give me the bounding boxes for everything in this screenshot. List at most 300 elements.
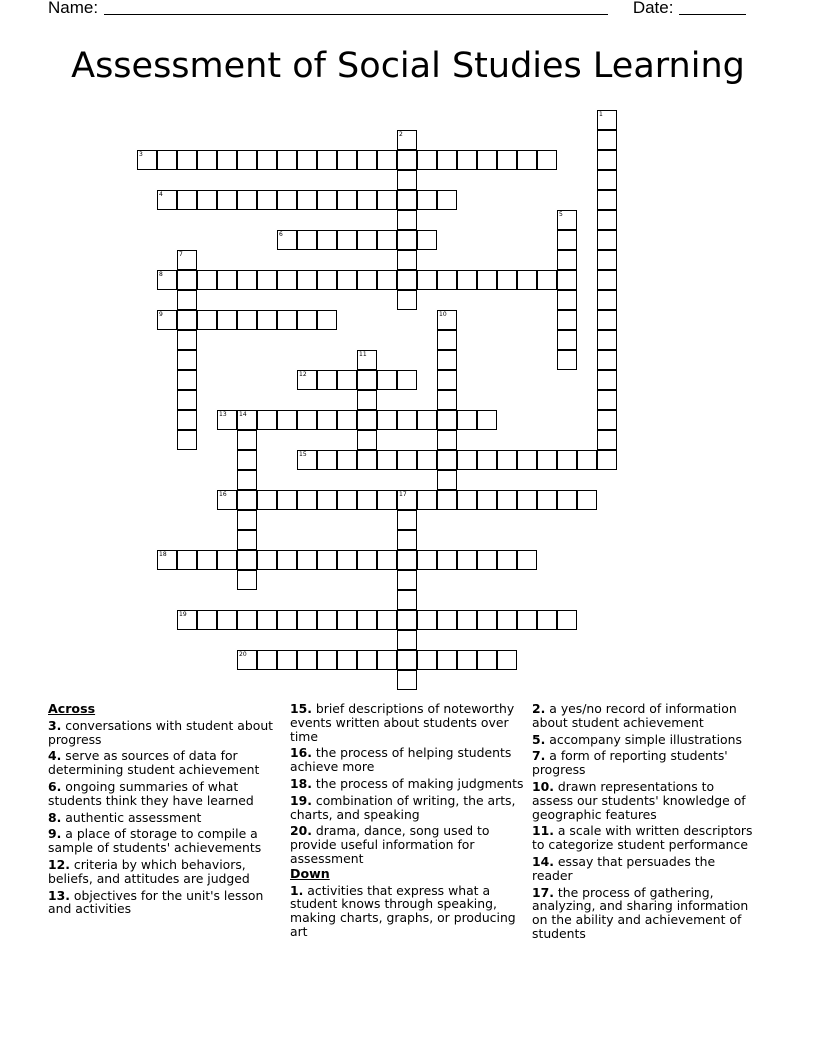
grid-cell[interactable]	[597, 130, 617, 150]
clue-number-label: 10	[439, 311, 447, 318]
grid-cell[interactable]	[397, 510, 417, 530]
grid-cell[interactable]	[437, 430, 457, 450]
grid-cell[interactable]	[597, 250, 617, 270]
grid-cell[interactable]	[357, 650, 377, 670]
grid-cell[interactable]	[397, 370, 417, 390]
grid-cell[interactable]	[237, 470, 257, 490]
grid-cell[interactable]	[497, 490, 517, 510]
grid-cell[interactable]	[357, 190, 377, 210]
grid-cell[interactable]	[397, 550, 417, 570]
grid-cell[interactable]	[497, 610, 517, 630]
grid-cell[interactable]	[557, 490, 577, 510]
clue-number-label: 12	[299, 371, 307, 378]
clue-text: authentic assessment	[61, 809, 202, 825]
grid-cell[interactable]	[357, 490, 377, 510]
grid-cell[interactable]	[317, 610, 337, 630]
clue-number-label: 17	[399, 491, 407, 498]
grid-cell[interactable]	[317, 450, 337, 470]
grid-cell[interactable]	[237, 310, 257, 330]
clue-text: the process of helping students achieve more	[290, 745, 512, 775]
grid-cell[interactable]	[237, 450, 257, 470]
grid-cell[interactable]	[437, 330, 457, 350]
grid-cell[interactable]	[457, 150, 477, 170]
grid-cell[interactable]	[197, 150, 217, 170]
grid-cell[interactable]	[477, 270, 497, 290]
grid-cell[interactable]	[437, 370, 457, 390]
grid-cell[interactable]	[297, 190, 317, 210]
grid-cell[interactable]	[597, 230, 617, 250]
grid-cell[interactable]	[337, 650, 357, 670]
grid-cell[interactable]	[397, 630, 417, 650]
clue-text: conversations with student about progress	[48, 717, 274, 747]
grid-cell[interactable]	[357, 610, 377, 630]
clue-number: 18.	[290, 775, 312, 791]
grid-cell[interactable]	[597, 150, 617, 170]
clue-text: activities that express what a student knows through speaking, making charts, graphs, or producing art	[290, 882, 516, 939]
grid-cell[interactable]	[297, 650, 317, 670]
across-heading: Across	[48, 701, 96, 716]
clue-text: drawn representations to assess our students' knowledge of geographic features	[532, 778, 746, 822]
grid-cell[interactable]	[417, 150, 437, 170]
clue-number-label: 15	[299, 451, 307, 458]
grid-cell[interactable]	[437, 350, 457, 370]
grid-cell[interactable]	[177, 410, 197, 430]
grid-cell[interactable]	[557, 310, 577, 330]
clue-item	[532, 886, 758, 941]
clue-number: 8.	[48, 809, 62, 825]
grid-cell[interactable]	[357, 230, 377, 250]
grid-cell[interactable]	[557, 610, 577, 630]
grid-cell[interactable]	[337, 490, 357, 510]
grid-cell[interactable]	[257, 650, 277, 670]
grid-cell[interactable]	[517, 270, 537, 290]
grid-cell[interactable]	[497, 150, 517, 170]
grid-cell[interactable]	[517, 610, 537, 630]
clue-item	[532, 702, 758, 730]
clue-item	[290, 884, 526, 939]
grid-cell[interactable]	[397, 670, 417, 690]
grid-cell[interactable]	[477, 650, 497, 670]
grid-cell[interactable]	[417, 230, 437, 250]
grid-cell[interactable]	[457, 410, 477, 430]
clue-number: 6.	[48, 778, 62, 794]
grid-cell[interactable]	[297, 230, 317, 250]
clue-number-label: 20	[239, 651, 247, 658]
grid-cell[interactable]	[457, 650, 477, 670]
grid-cell[interactable]	[597, 290, 617, 310]
grid-cell[interactable]	[177, 270, 197, 290]
grid-cell[interactable]	[597, 270, 617, 290]
clue-item	[532, 780, 758, 821]
grid-cell[interactable]	[597, 190, 617, 210]
grid-cell[interactable]	[397, 610, 417, 630]
grid-cell[interactable]	[597, 430, 617, 450]
grid-cell[interactable]	[397, 210, 417, 230]
grid-cell[interactable]	[577, 450, 597, 470]
grid-cell[interactable]	[377, 550, 397, 570]
grid-cell[interactable]	[177, 310, 197, 330]
grid-cell[interactable]	[277, 270, 297, 290]
grid-cell[interactable]	[437, 410, 457, 430]
grid-cell[interactable]	[477, 450, 497, 470]
grid-cell[interactable]	[337, 450, 357, 470]
clue-text: a place of storage to compile a sample of students' achievements	[48, 826, 262, 856]
grid-cell[interactable]	[237, 570, 257, 590]
grid-cell[interactable]	[397, 590, 417, 610]
grid-cell[interactable]	[417, 610, 437, 630]
grid-cell[interactable]	[357, 270, 377, 290]
grid-cell[interactable]	[437, 450, 457, 470]
grid-cell[interactable]	[597, 170, 617, 190]
grid-cell[interactable]	[377, 370, 397, 390]
grid-cell[interactable]	[277, 490, 297, 510]
clue-item	[48, 780, 276, 808]
grid-cell[interactable]	[337, 190, 357, 210]
grid-cell[interactable]	[197, 550, 217, 570]
grid-cell[interactable]	[197, 190, 217, 210]
grid-cell[interactable]	[197, 270, 217, 290]
clue-number: 10.	[532, 778, 554, 794]
grid-cell[interactable]	[417, 650, 437, 670]
clue-item	[532, 749, 758, 777]
grid-cell[interactable]	[557, 350, 577, 370]
grid-cell[interactable]	[257, 270, 277, 290]
grid-cell[interactable]	[377, 190, 397, 210]
grid-cell[interactable]	[317, 270, 337, 290]
grid-cell[interactable]	[397, 190, 417, 210]
grid-cell[interactable]	[277, 410, 297, 430]
clue-number-label: 1	[599, 111, 603, 118]
clue-item	[290, 746, 526, 774]
grid-cell[interactable]	[197, 610, 217, 630]
clue-item	[290, 702, 526, 743]
clue-number: 16.	[290, 745, 312, 761]
grid-cell[interactable]	[177, 390, 197, 410]
clue-item	[48, 719, 276, 747]
grid-cell[interactable]	[417, 410, 437, 430]
grid-cell[interactable]	[277, 310, 297, 330]
clue-number-label: 9	[159, 311, 163, 318]
grid-cell[interactable]	[557, 250, 577, 270]
grid-cell[interactable]	[317, 370, 337, 390]
grid-cell[interactable]	[257, 410, 277, 430]
grid-cell[interactable]	[397, 230, 417, 250]
grid-cell[interactable]	[277, 610, 297, 630]
grid-cell[interactable]	[397, 170, 417, 190]
clue-text: the process of gathering, analyzing, and sharing information on the ability and achievement of students	[532, 884, 749, 941]
grid-cell[interactable]	[177, 350, 197, 370]
grid-cell[interactable]	[337, 230, 357, 250]
grid-cell[interactable]	[317, 650, 337, 670]
grid-cell[interactable]	[177, 550, 197, 570]
clue-text: a scale with written descriptors to categorize student performance	[532, 823, 753, 853]
grid-cell[interactable]	[177, 370, 197, 390]
grid-cell[interactable]	[297, 610, 317, 630]
grid-cell[interactable]	[177, 430, 197, 450]
grid-cell[interactable]	[217, 270, 237, 290]
clue-number-label: 19	[179, 611, 187, 618]
grid-cell[interactable]	[597, 410, 617, 430]
grid-cell[interactable]	[457, 450, 477, 470]
grid-cell[interactable]	[397, 570, 417, 590]
clues-column-1	[48, 702, 276, 919]
grid-cell[interactable]	[357, 450, 377, 470]
grid-cell[interactable]	[517, 550, 537, 570]
grid-cell[interactable]	[557, 330, 577, 350]
grid-cell[interactable]	[297, 310, 317, 330]
clue-item	[532, 855, 758, 883]
grid-cell[interactable]	[377, 270, 397, 290]
grid-cell[interactable]	[317, 490, 337, 510]
grid-cell[interactable]	[197, 310, 217, 330]
grid-cell[interactable]	[497, 270, 517, 290]
grid-cell[interactable]	[217, 550, 237, 570]
grid-cell[interactable]	[217, 310, 237, 330]
clue-number: 3.	[48, 717, 62, 733]
clues-column-2	[290, 702, 526, 942]
grid-cell[interactable]	[237, 430, 257, 450]
clue-item	[290, 794, 526, 822]
clue-number: 9.	[48, 826, 62, 842]
grid-cell[interactable]	[337, 270, 357, 290]
clue-number: 12.	[48, 856, 70, 872]
grid-cell[interactable]	[157, 150, 177, 170]
grid-cell[interactable]	[297, 550, 317, 570]
grid-cell[interactable]	[497, 550, 517, 570]
clue-number: 11.	[532, 823, 554, 839]
clue-text: a form of reporting students' progress	[532, 748, 728, 778]
grid-cell[interactable]	[397, 650, 417, 670]
grid-cell[interactable]	[417, 550, 437, 570]
grid-cell[interactable]	[297, 410, 317, 430]
grid-cell[interactable]	[517, 150, 537, 170]
page-title: Assessment of Social Studies Learning	[71, 46, 745, 86]
grid-cell[interactable]	[257, 490, 277, 510]
grid-cell[interactable]	[357, 430, 377, 450]
grid-cell[interactable]	[357, 150, 377, 170]
grid-cell[interactable]	[337, 410, 357, 430]
grid-cell[interactable]	[297, 150, 317, 170]
grid-cell[interactable]	[537, 490, 557, 510]
grid-cell[interactable]	[377, 610, 397, 630]
grid-cell[interactable]	[237, 530, 257, 550]
clue-number-label: 5	[559, 211, 563, 218]
grid-cell[interactable]	[377, 410, 397, 430]
clue-item	[48, 827, 276, 855]
clue-number: 1.	[290, 882, 304, 898]
clues-column-3	[532, 702, 758, 944]
clue-text: criteria by which behaviors, beliefs, and attitudes are judged	[48, 856, 250, 886]
grid-cell[interactable]	[557, 230, 577, 250]
grid-cell[interactable]	[317, 230, 337, 250]
grid-cell[interactable]	[457, 550, 477, 570]
grid-cell[interactable]	[277, 150, 297, 170]
clue-text: combination of writing, the arts, charts, and speaking	[290, 792, 516, 822]
grid-cell[interactable]	[237, 550, 257, 570]
grid-cell[interactable]	[177, 330, 197, 350]
grid-cell[interactable]	[277, 550, 297, 570]
grid-cell[interactable]	[557, 450, 577, 470]
clue-text: brief descriptions of noteworthy events written about students over time	[290, 701, 515, 744]
grid-cell[interactable]	[537, 270, 557, 290]
grid-cell[interactable]	[477, 410, 497, 430]
grid-cell[interactable]	[477, 610, 497, 630]
grid-cell[interactable]	[577, 490, 597, 510]
clue-number-label: 3	[139, 151, 143, 158]
grid-cell[interactable]	[417, 270, 437, 290]
grid-cell[interactable]	[257, 310, 277, 330]
grid-cell[interactable]	[177, 290, 197, 310]
grid-cell[interactable]	[417, 190, 437, 210]
grid-cell[interactable]	[417, 490, 437, 510]
grid-cell[interactable]	[557, 290, 577, 310]
clue-number-label: 14	[239, 411, 247, 418]
grid-cell[interactable]	[397, 150, 417, 170]
grid-cell[interactable]	[177, 150, 197, 170]
grid-cell[interactable]	[597, 370, 617, 390]
grid-cell[interactable]	[417, 450, 437, 470]
clue-number-label: 13	[219, 411, 227, 418]
grid-cell[interactable]	[237, 510, 257, 530]
grid-cell[interactable]	[397, 290, 417, 310]
clue-number: 5.	[532, 731, 546, 747]
grid-cell[interactable]	[217, 610, 237, 630]
grid-cell[interactable]	[237, 270, 257, 290]
grid-cell[interactable]	[457, 610, 477, 630]
clue-number: 17.	[532, 884, 554, 900]
grid-cell[interactable]	[317, 150, 337, 170]
grid-cell[interactable]	[537, 610, 557, 630]
grid-cell[interactable]	[257, 550, 277, 570]
grid-cell[interactable]	[297, 270, 317, 290]
grid-cell[interactable]	[597, 350, 617, 370]
clue-text: accompany simple illustrations	[545, 731, 742, 747]
grid-cell[interactable]	[597, 210, 617, 230]
grid-cell[interactable]	[437, 390, 457, 410]
grid-cell[interactable]	[597, 450, 617, 470]
grid-cell[interactable]	[557, 270, 577, 290]
clue-number: 14.	[532, 853, 554, 869]
grid-cell[interactable]	[177, 190, 197, 210]
grid-cell[interactable]	[437, 190, 457, 210]
grid-cell[interactable]	[257, 610, 277, 630]
clue-item	[290, 824, 526, 865]
clue-number: 2.	[532, 701, 546, 716]
grid-cell[interactable]	[277, 650, 297, 670]
clue-item	[48, 811, 276, 825]
grid-cell[interactable]	[237, 490, 257, 510]
grid-cell[interactable]	[237, 610, 257, 630]
grid-cell[interactable]	[257, 150, 277, 170]
clue-number: 20.	[290, 823, 312, 839]
grid-cell[interactable]	[437, 150, 457, 170]
grid-cell[interactable]	[277, 190, 297, 210]
grid-cell[interactable]	[537, 450, 557, 470]
grid-cell[interactable]	[357, 370, 377, 390]
grid-cell[interactable]	[217, 190, 237, 210]
grid-cell[interactable]	[397, 410, 417, 430]
grid-cell[interactable]	[597, 390, 617, 410]
clue-text: the process of making judgments	[311, 775, 524, 791]
clue-text: objectives for the unit's lesson and activities	[48, 887, 264, 917]
grid-cell[interactable]	[537, 150, 557, 170]
grid-cell[interactable]	[477, 490, 497, 510]
grid-cell[interactable]	[437, 490, 457, 510]
grid-cell[interactable]	[397, 250, 417, 270]
grid-cell[interactable]	[377, 150, 397, 170]
clue-number-label: 2	[399, 131, 403, 138]
clue-text: serve as sources of data for determining student achievement	[48, 748, 260, 778]
clue-number: 7.	[532, 748, 546, 764]
clue-number: 19.	[290, 792, 312, 808]
grid-cell[interactable]	[517, 490, 537, 510]
grid-cell[interactable]	[397, 270, 417, 290]
grid-cell[interactable]	[377, 230, 397, 250]
clue-number-label: 6	[279, 231, 283, 238]
grid-cell[interactable]	[437, 650, 457, 670]
grid-cell[interactable]	[497, 450, 517, 470]
clue-text: ongoing summaries of what students think they have learned	[48, 778, 254, 808]
grid-cell[interactable]	[337, 370, 357, 390]
grid-cell[interactable]	[437, 470, 457, 490]
name-label: Name:	[48, 0, 99, 17]
grid-cell[interactable]	[517, 450, 537, 470]
grid-cell[interactable]	[317, 310, 337, 330]
grid-cell[interactable]	[597, 330, 617, 350]
clue-number: 15.	[290, 701, 312, 716]
grid-cell[interactable]	[437, 610, 457, 630]
clue-number-label: 16	[219, 491, 227, 498]
grid-cell[interactable]	[377, 650, 397, 670]
grid-cell[interactable]	[597, 310, 617, 330]
grid-cell[interactable]	[357, 550, 377, 570]
clue-text: a yes/no record of information about student achievement	[532, 701, 737, 730]
grid-cell[interactable]	[457, 490, 477, 510]
grid-cell[interactable]	[477, 550, 497, 570]
clue-text: drama, dance, song used to provide useful information for assessment	[290, 823, 490, 866]
grid-cell[interactable]	[337, 150, 357, 170]
grid-cell[interactable]	[317, 410, 337, 430]
grid-cell[interactable]	[237, 190, 257, 210]
clue-number-label: 4	[159, 191, 163, 198]
grid-cell[interactable]	[357, 410, 377, 430]
grid-cell[interactable]	[337, 550, 357, 570]
grid-cell[interactable]	[317, 550, 337, 570]
grid-cell[interactable]	[477, 150, 497, 170]
grid-cell[interactable]	[437, 550, 457, 570]
clue-number-label: 11	[359, 351, 367, 358]
grid-cell[interactable]	[497, 650, 517, 670]
grid-cell[interactable]	[337, 610, 357, 630]
clue-number: 13.	[48, 887, 70, 903]
clue-text: essay that persuades the reader	[532, 853, 716, 883]
grid-cell[interactable]	[297, 490, 317, 510]
clue-number-label: 8	[159, 271, 163, 278]
grid-cell[interactable]	[237, 150, 257, 170]
grid-cell[interactable]	[457, 270, 477, 290]
clue-number-label: 7	[179, 251, 183, 258]
grid-cell[interactable]	[317, 190, 337, 210]
grid-cell[interactable]	[217, 150, 237, 170]
grid-cell[interactable]	[397, 530, 417, 550]
grid-cell[interactable]	[377, 490, 397, 510]
grid-cell[interactable]	[357, 390, 377, 410]
grid-cell[interactable]	[257, 190, 277, 210]
grid-cell[interactable]	[397, 450, 417, 470]
grid-cell[interactable]	[437, 270, 457, 290]
grid-cell[interactable]	[377, 450, 397, 470]
clue-number: 4.	[48, 748, 62, 764]
